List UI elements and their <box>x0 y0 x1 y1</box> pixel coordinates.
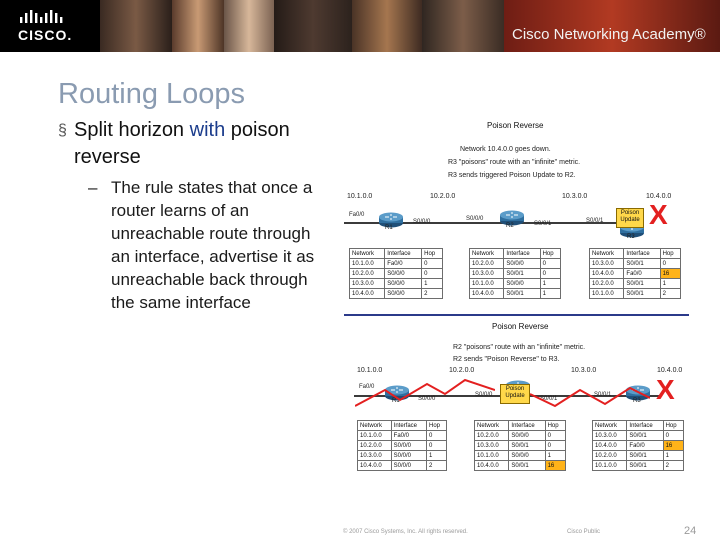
router-label: R3 <box>633 398 641 404</box>
banner-photo-1 <box>100 0 172 52</box>
figure-bottom-line-1: R2 "poisons" route with an "infinite" metric. <box>453 344 586 351</box>
table-cell: 0 <box>663 431 683 441</box>
network-label: 10.4.0.0 <box>646 193 672 200</box>
routing-table-r1 <box>357 420 447 471</box>
network-label: 10.3.0.0 <box>571 367 597 374</box>
table-row <box>590 269 681 279</box>
router-label: R3 <box>627 234 635 240</box>
table-cell: 1 <box>422 279 443 289</box>
table-row <box>470 289 561 299</box>
bullet-text-tail: poison reverse <box>74 119 290 168</box>
table-cell: S0/0/0 <box>504 279 540 289</box>
sub-bullet-text: The rule states that once a router learns of an unreachable route through an interface, advertise it as unreachable back through the same interface <box>111 178 315 312</box>
figure-divider <box>344 314 689 316</box>
table-cell: S0/0/0 <box>385 289 422 299</box>
table-row <box>470 269 561 279</box>
table-cell: 10.2.0.0 <box>358 441 392 451</box>
table-cell: 10.3.0.0 <box>475 441 509 451</box>
port-label: Fa0/0 <box>349 212 365 218</box>
port-label: S0/0/1 <box>586 218 604 224</box>
table-cell: S0/0/0 <box>385 279 422 289</box>
table-header-cell: Network <box>358 421 392 431</box>
slide-title: Routing Loops <box>58 78 246 110</box>
routing-table-r3 <box>589 248 681 299</box>
table-cell: 10.1.0.0 <box>350 259 385 269</box>
poison-path-left-icon <box>355 370 495 410</box>
table-cell: S0/0/0 <box>391 451 426 461</box>
header-banner <box>0 0 720 52</box>
table-cell-highlighted: 16 <box>545 461 565 471</box>
table-header-cell: Interface <box>627 421 663 431</box>
table-header-cell: Hop <box>540 249 560 259</box>
table-cell: 10.4.0.0 <box>590 269 624 279</box>
table-header-row <box>590 249 681 259</box>
bullet-text <box>74 117 304 171</box>
table-cell: 10.3.0.0 <box>358 451 392 461</box>
table-cell: 10.3.0.0 <box>350 279 385 289</box>
table-cell: S0/0/0 <box>509 431 545 441</box>
table-cell: Fa0/0 <box>391 431 426 441</box>
table-header-row <box>470 249 561 259</box>
port-label: S0/0/1 <box>534 221 552 227</box>
table-cell: S0/0/1 <box>504 269 540 279</box>
table-header-row <box>350 249 443 259</box>
table-cell: S0/0/1 <box>627 431 663 441</box>
table-cell: 1 <box>663 451 683 461</box>
bullet-marker: § <box>58 122 67 139</box>
table-cell: 0 <box>427 441 447 451</box>
footer-copyright: © 2007 Cisco Systems, Inc. All rights reserved. <box>343 529 468 535</box>
table-cell: 1 <box>540 289 560 299</box>
table-cell: 1 <box>540 279 560 289</box>
sub-bullet-dash: – <box>88 178 98 197</box>
table-row <box>590 289 681 299</box>
banner-photo-3 <box>224 0 274 52</box>
table-cell: S0/0/0 <box>509 451 545 461</box>
table-header-cell: Interface <box>504 249 540 259</box>
port-label: S0/0/0 <box>466 216 484 222</box>
table-cell: 10.1.0.0 <box>358 431 392 441</box>
table-cell: 10.4.0.0 <box>358 461 392 471</box>
table-cell: 0 <box>427 431 447 441</box>
poison-path-right-icon <box>530 376 650 416</box>
figure-top-title: Poison Reverse <box>487 121 544 130</box>
table-cell: S0/0/1 <box>627 461 663 471</box>
table-cell: S0/0/1 <box>504 289 540 299</box>
table-header-cell: Interface <box>509 421 545 431</box>
table-row <box>470 259 561 269</box>
table-row <box>350 269 443 279</box>
table-cell: 10.2.0.0 <box>475 431 509 441</box>
table-cell: 2 <box>663 461 683 471</box>
table-cell: S0/0/1 <box>509 441 545 451</box>
routing-table-r1 <box>349 248 443 299</box>
table-row <box>350 279 443 289</box>
table-cell: 10.2.0.0 <box>470 259 504 269</box>
table-header-row <box>358 421 447 431</box>
table-cell: 0 <box>540 259 560 269</box>
table-row <box>358 441 447 451</box>
table-cell: 1 <box>660 279 680 289</box>
table-header-cell: Network <box>470 249 504 259</box>
network-label: 10.2.0.0 <box>449 367 475 374</box>
port-label: S0/0/0 <box>475 392 493 398</box>
figure-top-line-1: Network 10.4.0.0 goes down. <box>460 146 551 153</box>
poison-update-note: Poison Update <box>616 208 644 228</box>
table-cell: 0 <box>422 259 443 269</box>
table-cell: S0/0/1 <box>624 279 660 289</box>
figure-top-line-2: R3 "poisons" route with an "infinite" metric. <box>448 159 581 166</box>
network-label: 10.1.0.0 <box>357 367 383 374</box>
table-cell: 2 <box>427 461 447 471</box>
table-cell: Fa0/0 <box>624 269 660 279</box>
table-cell: 0 <box>540 269 560 279</box>
banner-photo-6 <box>422 0 504 52</box>
link-down-icon: X <box>649 199 668 230</box>
table-header-cell: Hop <box>545 421 565 431</box>
table-cell: Fa0/0 <box>627 441 663 451</box>
figure-top-line-3: R3 sends triggered Poison Update to R2. <box>448 172 576 179</box>
table-header-cell: Interface <box>385 249 422 259</box>
table-cell: 10.2.0.0 <box>593 451 627 461</box>
router-label: R1 <box>385 225 393 231</box>
link-down-icon: X <box>656 374 675 405</box>
table-cell: 10.1.0.0 <box>470 279 504 289</box>
table-row <box>475 441 566 451</box>
routing-table-r2 <box>474 420 566 471</box>
table-cell: 1 <box>545 451 565 461</box>
router-label: R1 <box>392 398 400 404</box>
table-row <box>593 431 684 441</box>
figure-bottom-title: Poison Reverse <box>492 322 549 331</box>
table-header-row <box>593 421 684 431</box>
table-cell-highlighted: 16 <box>663 441 683 451</box>
table-cell: 10.4.0.0 <box>475 461 509 471</box>
table-row <box>358 451 447 461</box>
network-label: 10.3.0.0 <box>562 193 588 200</box>
table-cell: 0 <box>660 259 680 269</box>
table-header-cell: Hop <box>660 249 680 259</box>
poison-update-note: Poison Update <box>500 384 530 404</box>
bullet-text-accent: with <box>189 119 226 141</box>
table-cell: Fa0/0 <box>385 259 422 269</box>
table-cell: 10.2.0.0 <box>350 269 385 279</box>
table-cell: 10.1.0.0 <box>475 451 509 461</box>
table-header-cell: Hop <box>422 249 443 259</box>
port-label: S0/0/0 <box>418 396 436 402</box>
table-cell: 10.4.0.0 <box>593 441 627 451</box>
table-header-cell: Interface <box>624 249 660 259</box>
bullet-text-main: Split horizon <box>74 119 190 141</box>
network-label: 10.2.0.0 <box>430 193 456 200</box>
table-cell: S0/0/0 <box>504 259 540 269</box>
table-row <box>593 461 684 471</box>
banner-photo-4 <box>274 0 352 52</box>
table-row <box>358 461 447 471</box>
table-cell: S0/0/0 <box>385 269 422 279</box>
table-header-row <box>475 421 566 431</box>
network-label: 10.1.0.0 <box>347 193 373 200</box>
table-row <box>475 451 566 461</box>
table-cell: 10.2.0.0 <box>590 279 624 289</box>
academy-title: Cisco Networking Academy® <box>512 26 706 43</box>
table-cell: S0/0/1 <box>509 461 545 471</box>
port-label: S0/0/0 <box>413 219 431 225</box>
table-row <box>593 441 684 451</box>
table-header-cell: Interface <box>391 421 426 431</box>
network-label: 10.4.0.0 <box>657 367 683 374</box>
table-cell: 0 <box>422 269 443 279</box>
port-label: Fa0/0 <box>359 384 375 390</box>
table-header-cell: Hop <box>663 421 683 431</box>
table-cell: 10.1.0.0 <box>590 289 624 299</box>
table-row <box>350 289 443 299</box>
table-cell: 2 <box>660 289 680 299</box>
table-cell: 10.4.0.0 <box>470 289 504 299</box>
footer-classification: Cisco Public <box>567 529 601 535</box>
table-cell: 10.3.0.0 <box>593 431 627 441</box>
table-cell: 1 <box>427 451 447 461</box>
table-row <box>593 451 684 461</box>
routing-table-r2 <box>469 248 561 299</box>
router-label: R2 <box>506 223 514 229</box>
banner-photo-5 <box>352 0 422 52</box>
table-header-cell: Network <box>350 249 385 259</box>
table-cell: 10.1.0.0 <box>593 461 627 471</box>
page-number: 24 <box>684 525 697 537</box>
table-row <box>475 431 566 441</box>
table-cell: 10.3.0.0 <box>470 269 504 279</box>
table-cell: 10.4.0.0 <box>350 289 385 299</box>
table-cell: 10.3.0.0 <box>590 259 624 269</box>
table-cell: 2 <box>422 289 443 299</box>
cisco-bars-icon <box>20 10 64 24</box>
table-row <box>590 279 681 289</box>
table-cell: S0/0/1 <box>627 451 663 461</box>
routing-table-r3 <box>592 420 684 471</box>
table-cell: 0 <box>545 441 565 451</box>
table-cell: S0/0/1 <box>624 289 660 299</box>
table-row <box>358 431 447 441</box>
table-row <box>470 279 561 289</box>
table-cell: S0/0/0 <box>391 461 426 471</box>
table-cell: 0 <box>545 431 565 441</box>
table-cell: S0/0/0 <box>391 441 426 451</box>
table-row <box>475 461 566 471</box>
table-header-cell: Network <box>475 421 509 431</box>
table-cell-highlighted: 16 <box>660 269 680 279</box>
cisco-wordmark: CISCO. <box>18 27 73 43</box>
table-row <box>590 259 681 269</box>
cisco-logo <box>0 0 100 52</box>
banner-photo-2 <box>172 0 224 52</box>
table-cell: S0/0/1 <box>624 259 660 269</box>
table-header-cell: Network <box>590 249 624 259</box>
port-label: S0/0/1 <box>540 396 558 402</box>
figure-bottom-line-2: R2 sends "Poison Reverse" to R3. <box>453 356 560 363</box>
table-header-cell: Hop <box>427 421 447 431</box>
port-label: S0/0/1 <box>594 392 612 398</box>
table-header-cell: Network <box>593 421 627 431</box>
table-row <box>350 259 443 269</box>
